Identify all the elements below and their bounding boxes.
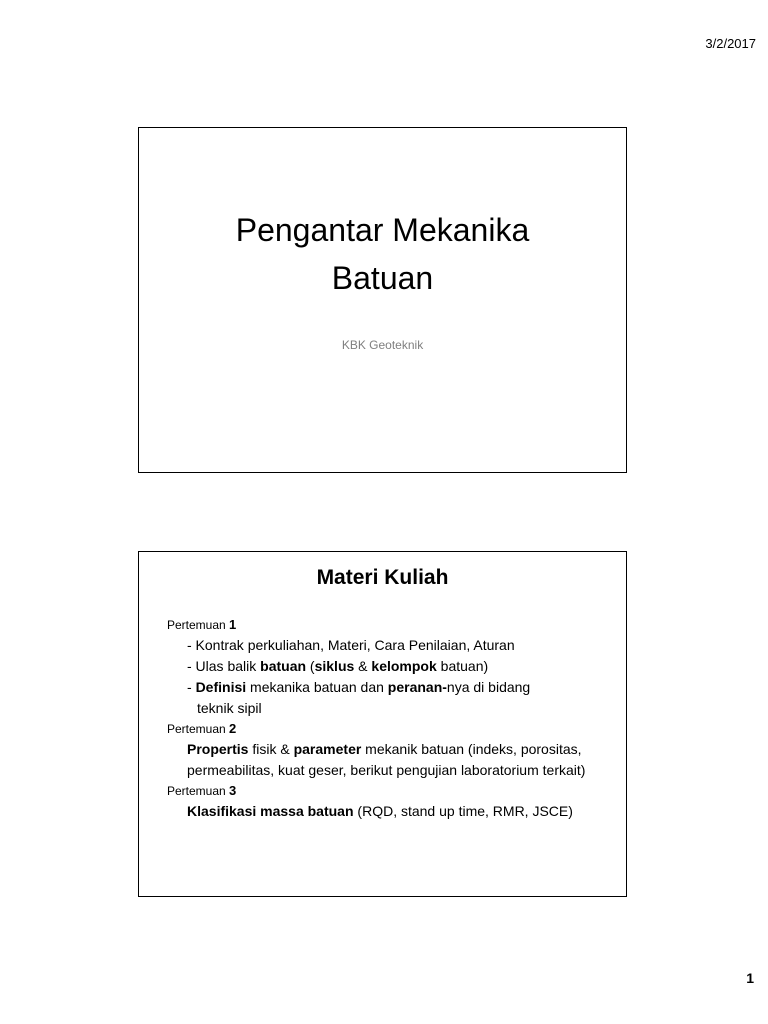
text: mekanik batuan (indeks, porositas, permeabilitas, kuat geser, berikut pengujian laboratorium terkait) [187, 741, 586, 778]
slide-title [138, 127, 627, 473]
bold-text: Propertis [187, 741, 249, 757]
page-number: 1 [746, 970, 754, 986]
bold-text: siklus [314, 658, 355, 674]
meeting-word: Pertemuan [167, 618, 226, 632]
meeting-number: 1 [229, 617, 237, 632]
meeting-3-item [167, 801, 612, 822]
text: ( [306, 658, 315, 674]
meeting-word: Pertemuan [167, 784, 226, 798]
text: (RQD, stand up time, RMR, JSCE) [353, 803, 573, 819]
text: - Ulas balik [187, 658, 261, 674]
meeting-word: Pertemuan [167, 722, 226, 736]
meeting-1-item-3 [167, 677, 612, 698]
meeting-2-item [167, 739, 612, 781]
text: mekanika batuan dan [246, 679, 388, 695]
meeting-1-label [167, 615, 612, 635]
bold-text: peranan- [387, 679, 447, 695]
bold-text: Definisi [195, 679, 247, 695]
text: fisik & [248, 741, 294, 757]
bold-text: kelompok [371, 658, 437, 674]
meeting-3-label [167, 781, 612, 801]
title-line-1: Pengantar Mekanika [235, 212, 530, 248]
meeting-number: 3 [229, 783, 237, 798]
meeting-1-item-2 [167, 656, 612, 677]
slide-subtitle: KBK Geoteknik [341, 338, 424, 352]
text: - [187, 679, 196, 695]
bold-text: parameter [293, 741, 362, 757]
meeting-number: 2 [229, 721, 237, 736]
text: batuan) [436, 658, 489, 674]
slide-heading: Materi Kuliah [316, 566, 449, 589]
meeting-2-label [167, 719, 612, 739]
slide-course-material [138, 551, 627, 897]
meeting-1-item-3-cont: teknik sipil [197, 700, 262, 716]
title-line-2: Batuan [331, 260, 434, 296]
bold-text: batuan [260, 658, 307, 674]
slide-title-heading [139, 206, 626, 302]
text: & [354, 658, 372, 674]
date-header: 3/2/2017 [705, 36, 756, 51]
text: nya di bidang [446, 679, 531, 695]
slide-content [167, 615, 612, 822]
meeting-1-item-1: - Kontrak perkuliahan, Materi, Cara Penilaian, Aturan [187, 637, 515, 653]
bold-text: Klasifikasi massa batuan [187, 803, 354, 819]
